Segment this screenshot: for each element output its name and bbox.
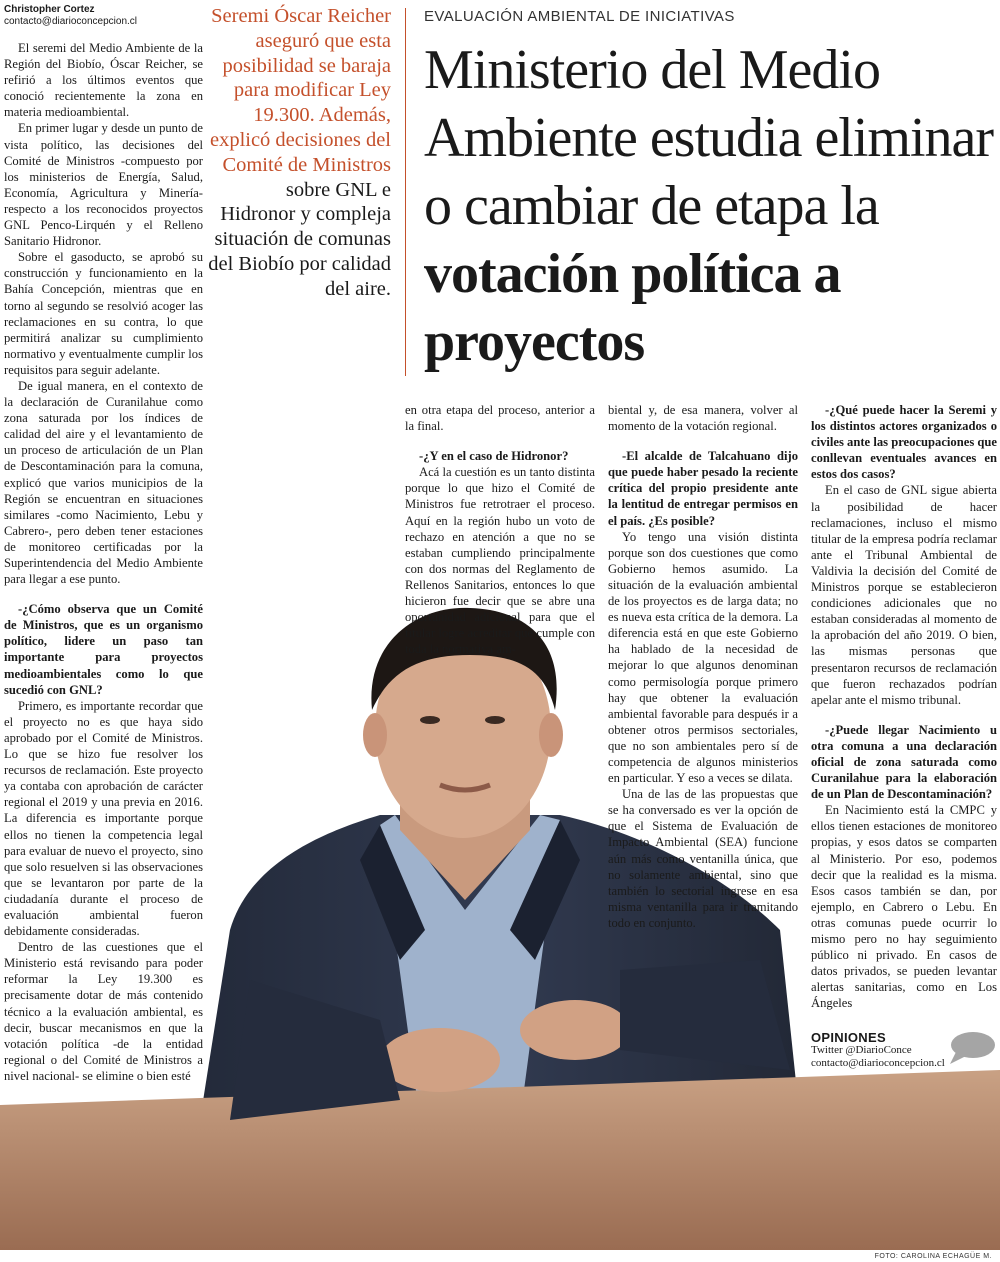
paragraph: En Nacimiento está la CMPC y ellos tienen estaciones de monitoreo propias, y esos datos se comparten al Ministerio. Por eso, podemos decir que la realidad es la misma. Esos casos también se dan, por ejemplo, en Cabrero o Lebu. En otras comunas puede ocurrir lo mismo pero no hay seguimiento público ni privado. En casos de datos privados, se pueden levantar alertas sanitarias, como en Los Ángeles: [811, 803, 997, 1011]
opiniones-email[interactable]: contacto@diarioconcepcion.cl: [811, 1057, 945, 1069]
section-kicker: EVALUACIÓN AMBIENTAL DE INICIATIVAS: [424, 8, 735, 25]
divider-rule: [405, 8, 406, 376]
headline-bold: votación política a proyectos: [424, 243, 841, 373]
paragraph: En el caso de GNL sigue abierta la posibilidad de hacer reclamaciones, incluso el mismo titular de la empresa podría reclamar ante el Tribunal Ambiental de Valdivia la decisión del Comité de Ministros porque se establecieron condiciones adicionales que no estaban consideradas al momento de la aprobación del año 2019. O bien, las mismas personas que presentaron recursos de reclamación que fueron rechazados podrían apelar ante el mismo tribunal.: [811, 483, 997, 707]
interview-question: -¿Puede llegar Nacimiento u otra comuna a una declaración oficial de zona saturada como Curanilahue para la elaboración de un Plan de Descontaminación?: [811, 722, 997, 802]
deck-highlight: Seremi Óscar Reicher aseguró que esta posibilidad se baraja para modificar Ley 19.300. Además, explicó decisiones del Comité de Ministros: [209, 5, 391, 176]
byline-author: Christopher Cortez: [4, 4, 95, 15]
paragraph: Yo tengo una visión distinta porque son dos cuestiones que como Gobierno hemos asumido. La situación de la evaluación ambiental de los proyectos es de larga data; no es nueva esta crítica de la demora. La diferencia está en que este Gobierno ha hablado de la necesidad de mejorar lo que algunos denominan como permisología porque primero hay que obtener la evaluación ambiental favorable para después ir a obtener otros permisos sectoriales, que no son ambientales pero sí de competencia de algunos ministerios en particular. Y eso a veces se dilata.: [608, 529, 798, 786]
opiniones-box: [811, 1031, 961, 1070]
opiniones-title: OPINIONES: [811, 1030, 886, 1045]
paragraph: Acá la cuestión es un tanto distinta porque lo que hizo el Comité de Ministros fue retrotraer el proceso. Aquí en la región hubo un voto de rechazo en atención a que no se estaban cumpliendo principalmente con dos normas del Reglamento de Rellenos Sanitarios, entonces lo que hicieron fue decir que se abre una oportunidad adicional para que el titular logre acreditar que cumple con toda la normativa am-: [405, 465, 595, 657]
byline: [4, 4, 204, 28]
paragraph: Dentro de las cuestiones que el Ministerio está revisando para poder reformar la Ley 19.300 es precisamente dotar de más contenido técnico a la evaluación ambiental, es decir, buscar mecanismos en que la votación política -de la entidad regional o del Comité de Ministros a nivel nacional- se elimine o bien esté: [4, 940, 203, 1083]
paragraph: El seremi del Medio Ambiente de la Región del Biobío, Óscar Reicher, se refirió a los últimos eventos que conoció recientemente la zona en materia medioambiental.: [4, 41, 203, 120]
interview-question: -El alcalde de Talcahuano dijo que puede haber pesado la reciente crítica del propio presidente ante la lentitud de entregar permisos en el país. ¿Es posible?: [608, 449, 798, 528]
article-column-2: [405, 402, 595, 657]
interview-question: -¿Cómo observa que un Comité de Ministros, que es un organismo político, lidere un paso tan importante para proyectos medioambientales como lo que sucedió con GNL?: [4, 602, 203, 697]
deck-rest: sobre GNL e Hidronor y compleja situación de comunas del Biobío por calidad del aire.: [208, 178, 391, 300]
speech-bubble-icon: [948, 1030, 996, 1066]
byline-email[interactable]: contacto@diarioconcepcion.cl: [4, 16, 138, 27]
paragraph: Primero, es importante recordar que el proyecto no es que haya sido aprobado por el Comité de Ministros. Lo que se hizo fue resolver los recursos de reclamación. Este proyecto ya contaba con aprobación de carácter regional el 2019 y una previa en 2016. La diferencia es importante porque ellos no tienen la competencia legal para evaluar de nuevo el proyecto, sino que solo resuelven si las observaciones que se levantaron por parte de la ciudadanía durante el proceso de evaluación ambiental fueron debidamente consideradas.: [4, 698, 203, 939]
paragraph: En primer lugar y desde un punto de vista político, las decisiones del Comité de Ministros -compuesto por los ministerios de Energía, Salud, Economía, Agricultura y Minería- respecto a los reconocidos proyectos GNL Penco-Lirquén y el Relleno Sanitario Hidronor.: [4, 121, 203, 249]
article-column-3: [608, 402, 798, 931]
paragraph: en otra etapa del proceso, anterior a la final.: [405, 403, 595, 434]
photo-credit: FOTO: CAROLINA ECHAGÜE M.: [874, 1253, 992, 1260]
headline: [424, 36, 1000, 376]
interview-question: -¿Qué puede hacer la Seremi y los distintos actores organizados o civiles ante las preocupaciones que conllevan eventuales avances en estos dos casos?: [811, 403, 997, 482]
paragraph: biental y, de esa manera, volver al momento de la votación regional.: [608, 403, 798, 434]
paragraph: Sobre el gasoducto, se aprobó su construcción y funcionamiento en la Bahía Concepción, mientras que en torno al segundo se resolvió acoger las reclamaciones en su contra, lo que permitirá analizar su cumplimiento normativo y eventualmente cumplir los requisitos para seguir adelante.: [4, 250, 203, 377]
paragraph: De igual manera, en el contexto de la declaración de Curanilahue como zona saturada por los índices de calidad del aire y el levantamiento de un proceso de articulación de un Plan de Descontaminación para la comuna, explicó que varios municipios de la Región se encuentran en situaciones similares -como Nacimiento, Lebu y Cabrero-, pero deben tener estaciones de monitoreo certificadas por la Superintendencia del Medio Ambiente para llegar a ese punto.: [4, 378, 203, 587]
paragraph: Una de las de las propuestas que se ha conversado es ver la opción de que el Sistema de Evaluación de Impacto Ambiental (SEA) funcione aún más como ventanilla única, que no solamente ambiental, sino que también lo sectorial ingrese en esa misma ventanilla para ir tramitando todo en conjunto.: [608, 787, 798, 930]
article-column-1: [4, 40, 203, 1084]
headline-regular: Ministerio del Medio Ambiente estudia eliminar o cambiar de etapa la: [424, 39, 994, 237]
article-column-4: [811, 402, 997, 1011]
interview-question: -¿Y en el caso de Hidronor?: [419, 449, 569, 464]
opiniones-twitter[interactable]: Twitter @DiarioConce: [811, 1044, 912, 1056]
article-deck: [207, 4, 391, 302]
